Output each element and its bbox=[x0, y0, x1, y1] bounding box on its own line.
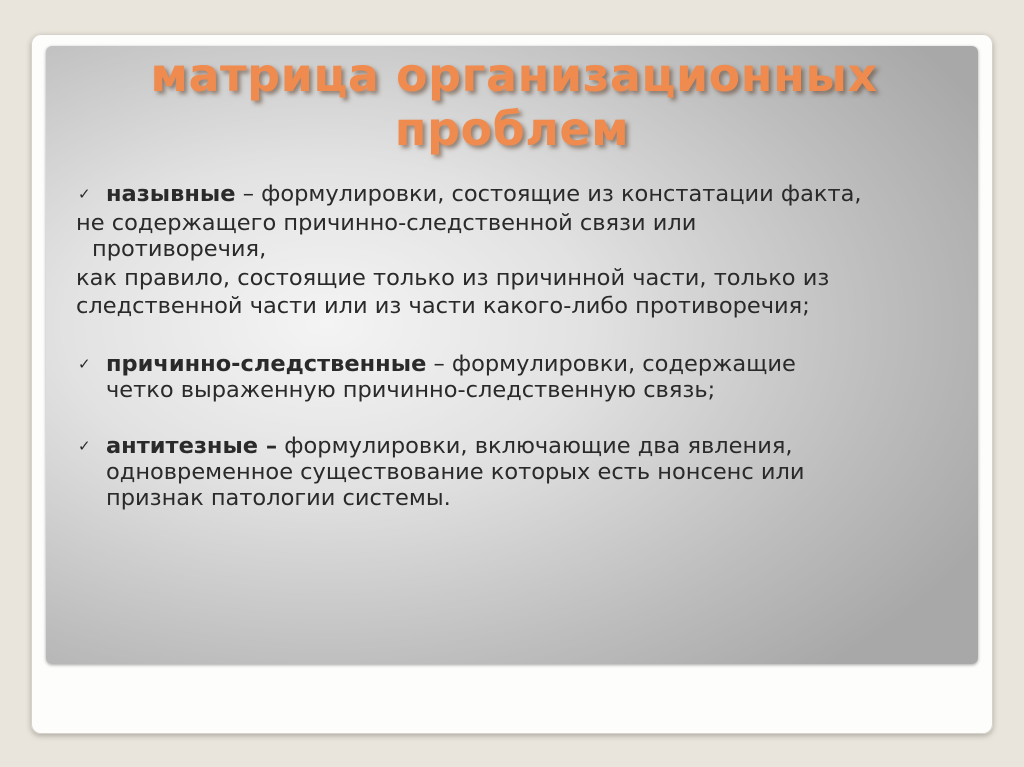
item3-line2: одновременное существование которых есть нонсенс или bbox=[106, 459, 805, 485]
check-icon: ✓ bbox=[78, 185, 91, 203]
item2-text1: – формулировки, содержащие bbox=[426, 351, 796, 377]
slide-panel bbox=[46, 46, 978, 664]
item3-term: антитезные – bbox=[106, 433, 278, 459]
item3-line3: признак патологии системы. bbox=[106, 485, 451, 511]
item1-line1 bbox=[78, 180, 862, 208]
item1-line5: следственной части или из части какого-либо противоречия; bbox=[76, 293, 810, 319]
item1-text1: – формулировки, состоящие из констатации факта, bbox=[235, 181, 862, 207]
check-icon: ✓ bbox=[78, 355, 91, 373]
item3-text1: формулировки, включающие два явления, bbox=[277, 433, 793, 459]
item2-term: причинно-следственные bbox=[106, 351, 427, 377]
item1-line3: противоречия, bbox=[92, 236, 267, 262]
item1-line4: как правило, состоящие только из причинной части, только из bbox=[76, 265, 830, 291]
title-line-1: матрица организационных bbox=[150, 48, 878, 102]
item1-term: назывные bbox=[106, 181, 236, 207]
item1-line2: не содержащего причинно-следственной связи или bbox=[76, 210, 697, 236]
title-line-2: проблем bbox=[394, 102, 630, 156]
item3-line1 bbox=[78, 432, 793, 460]
check-icon: ✓ bbox=[78, 437, 91, 455]
item2-line1 bbox=[78, 350, 796, 378]
item2-line2: четко выраженную причинно-следственную связь; bbox=[106, 377, 716, 403]
